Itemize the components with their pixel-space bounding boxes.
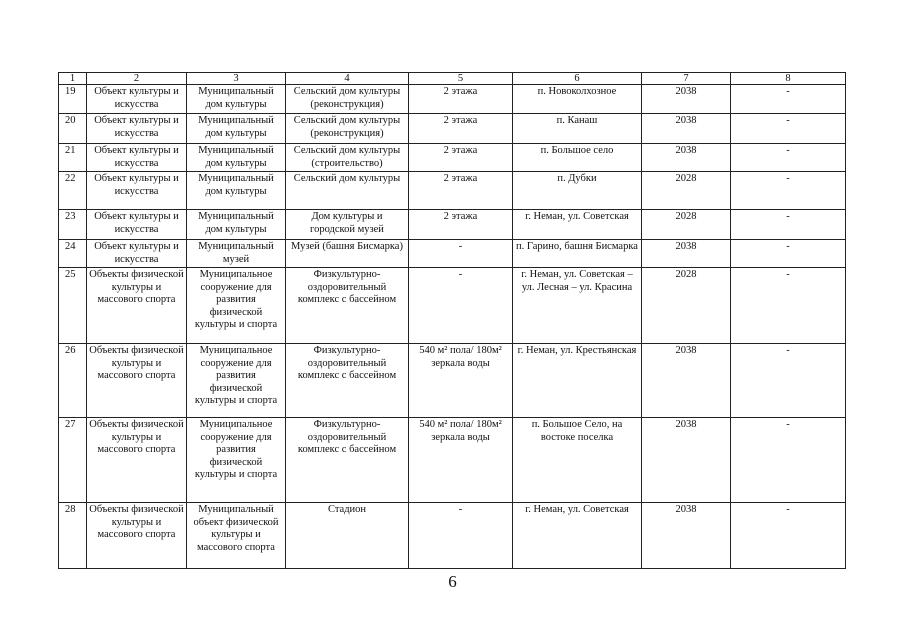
row-number: 27 bbox=[59, 418, 87, 503]
row-number: 25 bbox=[59, 268, 87, 344]
column-header: 4 bbox=[286, 73, 409, 85]
object-type: Муниципальный дом культуры bbox=[187, 172, 286, 210]
column-header: 8 bbox=[731, 73, 846, 85]
object-capacity: 2 этажа bbox=[409, 172, 513, 210]
row-number: 23 bbox=[59, 210, 87, 240]
table-header-row bbox=[59, 73, 846, 85]
object-capacity: 2 этажа bbox=[409, 210, 513, 240]
table-row bbox=[59, 240, 846, 268]
column-header: 3 bbox=[187, 73, 286, 85]
table-row bbox=[59, 144, 846, 172]
object-type: Муниципальное сооружение для развития физической культуры и спорта bbox=[187, 268, 286, 344]
object-name: Сельский дом культуры (реконструкция) bbox=[286, 114, 409, 144]
object-location: п. Гарино, башня Бисмарка bbox=[513, 240, 642, 268]
object-year: 2038 bbox=[642, 114, 731, 144]
object-location: г. Неман, ул. Советская bbox=[513, 503, 642, 569]
object-type: Муниципальное сооружение для развития физической культуры и спорта bbox=[187, 418, 286, 503]
object-name: Физкультурно-оздоровительный комплекс с бассейном bbox=[286, 268, 409, 344]
object-year: 2038 bbox=[642, 418, 731, 503]
document-table bbox=[58, 72, 846, 569]
object-category: Объект культуры и искусства bbox=[87, 240, 187, 268]
object-category: Объект культуры и искусства bbox=[87, 114, 187, 144]
table-row bbox=[59, 210, 846, 240]
object-capacity: - bbox=[409, 240, 513, 268]
table-row bbox=[59, 344, 846, 418]
object-location: г. Неман, ул. Советская bbox=[513, 210, 642, 240]
object-type: Муниципальное сооружение для развития физической культуры и спорта bbox=[187, 344, 286, 418]
object-year: 2038 bbox=[642, 85, 731, 114]
object-category: Объект культуры и искусства bbox=[87, 144, 187, 172]
object-location: п. Большое Село, на востоке поселка bbox=[513, 418, 642, 503]
object-location: п. Дубки bbox=[513, 172, 642, 210]
object-name: Сельский дом культуры (строительство) bbox=[286, 144, 409, 172]
row-number: 24 bbox=[59, 240, 87, 268]
object-location: п. Большое село bbox=[513, 144, 642, 172]
object-name: Физкультурно-оздоровительный комплекс с бассейном bbox=[286, 418, 409, 503]
row-number: 28 bbox=[59, 503, 87, 569]
object-name: Музей (башня Бисмарка) bbox=[286, 240, 409, 268]
object-location: п. Новоколхозное bbox=[513, 85, 642, 114]
object-location: г. Неман, ул. Советская – ул. Лесная – ул. Красина bbox=[513, 268, 642, 344]
row-number: 21 bbox=[59, 144, 87, 172]
object-category: Объекты физической культуры и массового спорта bbox=[87, 344, 187, 418]
object-note: - bbox=[731, 114, 846, 144]
object-year: 2028 bbox=[642, 210, 731, 240]
table-row bbox=[59, 85, 846, 114]
column-header: 6 bbox=[513, 73, 642, 85]
object-name: Сельский дом культуры bbox=[286, 172, 409, 210]
object-name: Стадион bbox=[286, 503, 409, 569]
table-row bbox=[59, 172, 846, 210]
row-number: 22 bbox=[59, 172, 87, 210]
table-row bbox=[59, 503, 846, 569]
object-year: 2038 bbox=[642, 144, 731, 172]
object-capacity: 540 м² пола/ 180м² зеркала воды bbox=[409, 344, 513, 418]
object-category: Объекты физической культуры и массового спорта bbox=[87, 268, 187, 344]
object-category: Объект культуры и искусства bbox=[87, 172, 187, 210]
object-note: - bbox=[731, 240, 846, 268]
object-note: - bbox=[731, 210, 846, 240]
object-note: - bbox=[731, 418, 846, 503]
object-note: - bbox=[731, 344, 846, 418]
object-category: Объект культуры и искусства bbox=[87, 85, 187, 114]
table-row bbox=[59, 114, 846, 144]
column-header: 1 bbox=[59, 73, 87, 85]
object-location: п. Канаш bbox=[513, 114, 642, 144]
object-category: Объекты физической культуры и массового спорта bbox=[87, 503, 187, 569]
row-number: 26 bbox=[59, 344, 87, 418]
object-type: Муниципальный объект физической культуры и массового спорта bbox=[187, 503, 286, 569]
object-year: 2028 bbox=[642, 268, 731, 344]
object-capacity: 2 этажа bbox=[409, 114, 513, 144]
object-type: Муниципальный музей bbox=[187, 240, 286, 268]
page-number: 6 bbox=[448, 572, 457, 591]
object-note: - bbox=[731, 172, 846, 210]
object-name: Сельский дом культуры (реконструкция) bbox=[286, 85, 409, 114]
object-location: г. Неман, ул. Крестьянская bbox=[513, 344, 642, 418]
row-number: 20 bbox=[59, 114, 87, 144]
object-type: Муниципальный дом культуры bbox=[187, 144, 286, 172]
object-capacity: - bbox=[409, 503, 513, 569]
object-capacity: 2 этажа bbox=[409, 144, 513, 172]
object-type: Муниципальный дом культуры bbox=[187, 210, 286, 240]
object-capacity: 2 этажа bbox=[409, 85, 513, 114]
object-name: Дом культуры и городской музей bbox=[286, 210, 409, 240]
object-type: Муниципальный дом культуры bbox=[187, 114, 286, 144]
table-row bbox=[59, 418, 846, 503]
object-year: 2038 bbox=[642, 503, 731, 569]
object-year: 2038 bbox=[642, 240, 731, 268]
row-number: 19 bbox=[59, 85, 87, 114]
object-note: - bbox=[731, 268, 846, 344]
object-year: 2028 bbox=[642, 172, 731, 210]
object-note: - bbox=[731, 85, 846, 114]
table-row bbox=[59, 268, 846, 344]
column-header: 5 bbox=[409, 73, 513, 85]
column-header: 7 bbox=[642, 73, 731, 85]
object-name: Физкультурно-оздоровительный комплекс с бассейном bbox=[286, 344, 409, 418]
column-header: 2 bbox=[87, 73, 187, 85]
object-note: - bbox=[731, 144, 846, 172]
object-category: Объекты физической культуры и массового спорта bbox=[87, 418, 187, 503]
object-category: Объект культуры и искусства bbox=[87, 210, 187, 240]
object-type: Муниципальный дом культуры bbox=[187, 85, 286, 114]
object-note: - bbox=[731, 503, 846, 569]
object-capacity: 540 м² пола/ 180м² зеркала воды bbox=[409, 418, 513, 503]
object-year: 2038 bbox=[642, 344, 731, 418]
object-capacity: - bbox=[409, 268, 513, 344]
